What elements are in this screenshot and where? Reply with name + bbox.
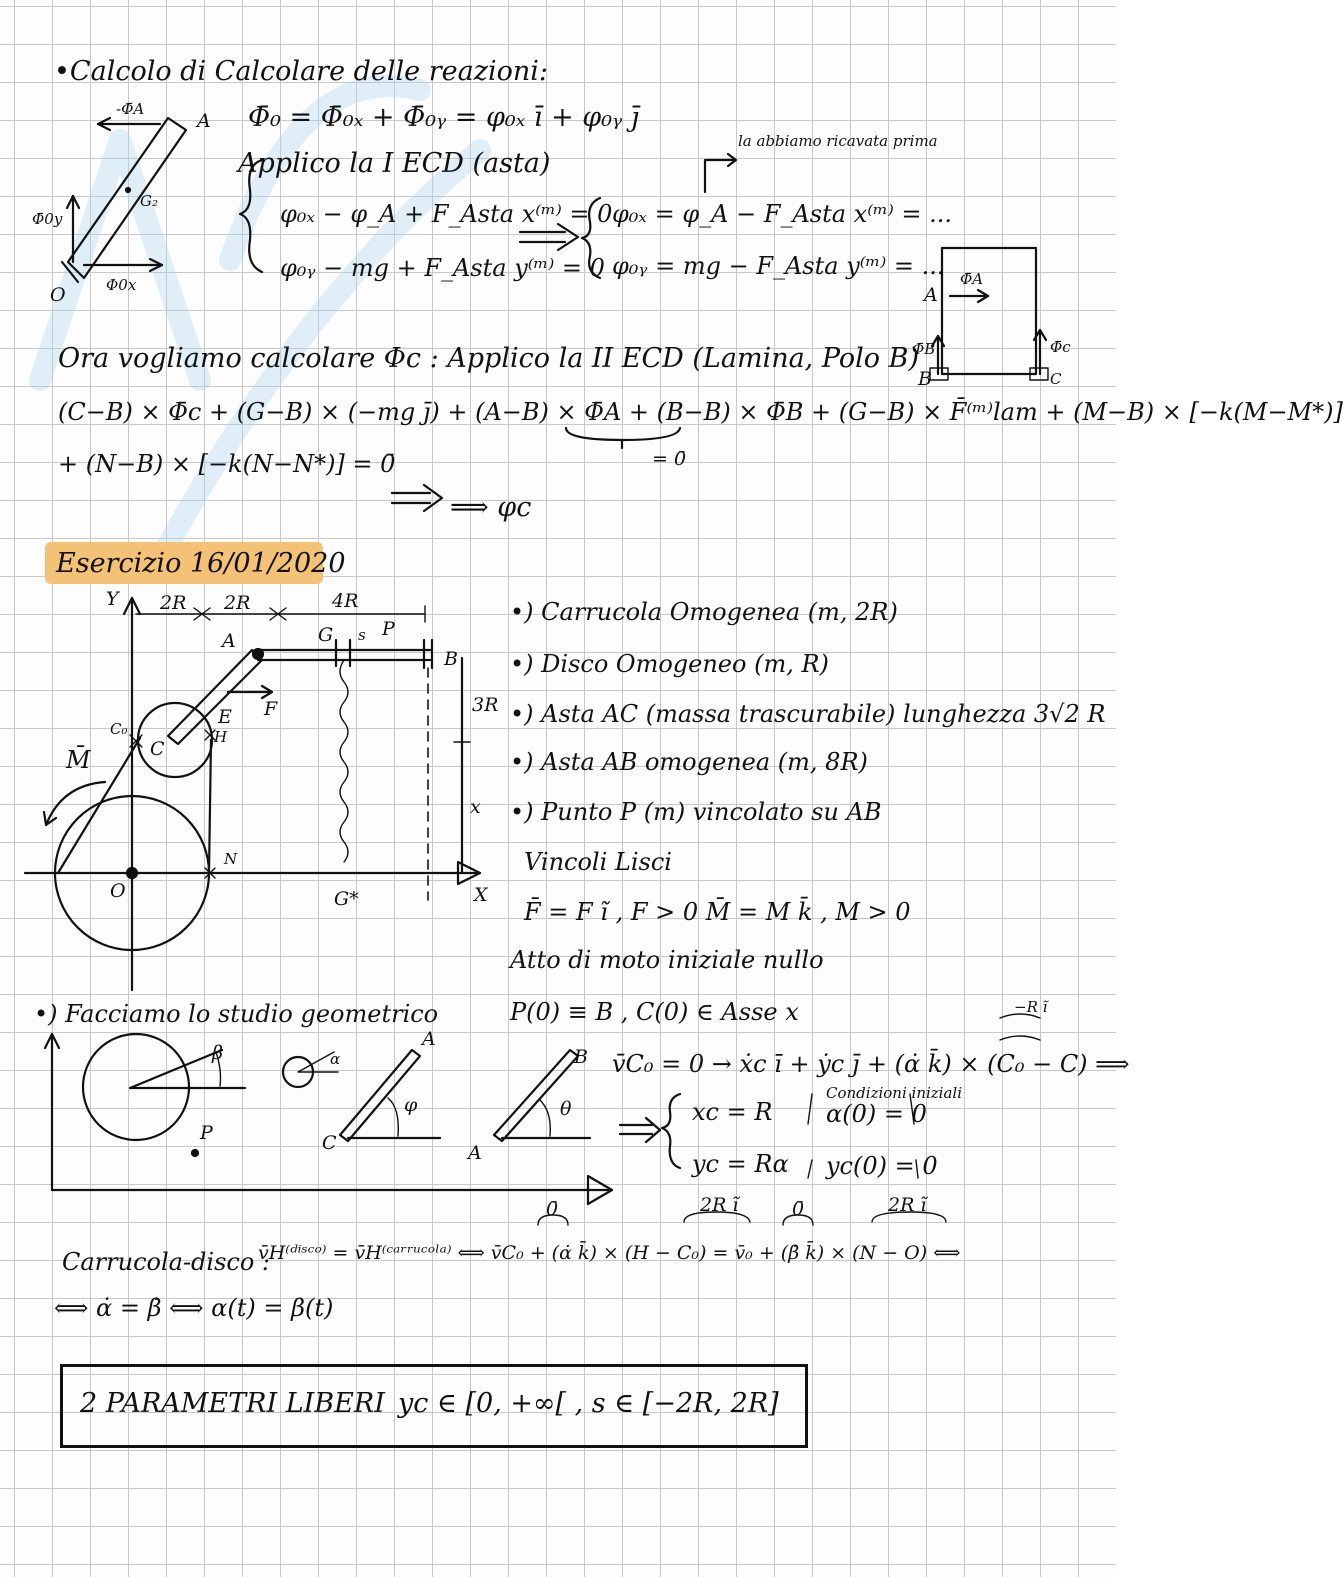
phi-c-result: ⟹ φc [450, 492, 532, 523]
rod-label-phiA: -Φ̄A [116, 100, 145, 118]
diagram-label-s: s [358, 626, 366, 644]
diagram-label-B: B [444, 648, 458, 670]
rolling-braces [538, 1212, 946, 1225]
dim-3R: 3R [472, 694, 499, 716]
constraint-xc: xc = R [692, 1098, 773, 1126]
dim-2R-2: 2R [224, 592, 251, 614]
diagram-label-A: A [222, 630, 236, 652]
lamina-label-C: C [1050, 370, 1062, 388]
rolling-result: ⟺ α̇ = β̇ ⟺ α(t) = β(t) [54, 1294, 334, 1322]
diagram-label-H: H [214, 728, 228, 746]
rod-label-O: O [50, 284, 66, 306]
rolling-equation: v̄H⁽ᵈⁱˢᶜᵒ⁾ = v̄H⁽ᶜᵃʳʳᵘᶜᵒˡᵃ⁾ ⟺ v̄C₀ + (α̇ k̄) × (H − C₀) = v̄₀ + (β̇ k̄) × (N − O) ⟺ [258, 1242, 961, 1264]
dim-x: x [470, 796, 481, 818]
diagram-label-M: M̄ [66, 746, 91, 774]
section-title: •Calcolo di Calcolare delle reazioni: [54, 56, 548, 87]
vec-note: −R ĩ [1014, 998, 1048, 1016]
diagram-label-Y: Y [106, 588, 119, 610]
diagram-label-Gstar: G* [334, 888, 359, 910]
desc-line-3: •) Asta AC (massa trascurabile) lunghezza 3√2 R [510, 700, 1106, 728]
diagram-label-O: O [110, 880, 126, 902]
overbrace-4: 2R ĩ [888, 1194, 927, 1216]
dim-4R: 4R [332, 590, 359, 612]
desc-line-2: •) Disco Omogeneo (m, R) [510, 650, 829, 678]
geo-label-phi: φ [404, 1094, 418, 1116]
result-y: φ₀ᵧ = mg − F_Asta y⁽ᵐ⁾ = ... [612, 252, 945, 280]
result-x: φ₀ₓ = φ_A − F_Asta x⁽ᵐ⁾ = ... [612, 200, 952, 228]
note-arrow [705, 154, 736, 192]
geo-label-alpha: α [330, 1050, 341, 1068]
constraint-yc: yc = Rα [692, 1150, 789, 1178]
part2-intro: Ora vogliamo calcolare Φc : Applico la II ECD (Lamina, Polo B) [58, 343, 920, 374]
exercise-date: Esercizio 16/01/2020 [56, 548, 346, 579]
rod-label-phi0y: Φ̄0y [32, 210, 63, 228]
equation-x: φ₀ₓ − φ_A + F_Asta x⁽ᵐ⁾ = 0 [280, 200, 613, 228]
desc-line-1: •) Carrucola Omogenea (m, 2R) [510, 598, 898, 626]
desc-line-6: Vincoli Lisci [524, 848, 672, 876]
initial-condition-alpha: α(0) = 0 [826, 1100, 927, 1128]
free-parameters-ranges: yc ∈ [0, +∞[ , s ∈ [−2R, 2R] [398, 1388, 779, 1419]
implies-arrow-2 [392, 485, 442, 511]
lamina-label-B: B [918, 368, 932, 390]
geo-label-C1: C [322, 1132, 337, 1154]
desc-line-7: F̄ = F ĩ , F > 0 M̄ = M k̄ , M > 0 [524, 898, 911, 926]
diagram-label-X: X [474, 884, 488, 906]
exercise-diagram [25, 598, 480, 990]
initial-conditions-title: Condizioni iniziali [826, 1084, 963, 1102]
lamina-label-phiC: Φ̄c [1050, 338, 1071, 356]
desc-line-5: •) Punto P (m) vincolato su AB [510, 798, 882, 826]
moment-equation-line1: (C−B) × Φ̄c + (G−B) × (−mg j̄) + (A−B) × Φ̄A + (B−B) × Φ̄B + (G−B) × F̄⁽ᵐ⁾lam + (M−B) × [−k(M−M*)] [58, 398, 1343, 426]
lamina-label-phiB: Φ̄B [912, 340, 936, 358]
diagram-label-F: F [264, 698, 278, 720]
apply-ecd-1: Applico la I ECD (asta) [238, 148, 551, 179]
overbrace-2: 2R ĩ [700, 1194, 739, 1216]
rod-label-A: A [197, 110, 211, 132]
geometry-title: •) Facciamo lo studio geometrico [34, 1000, 439, 1028]
underbrace-zero [566, 428, 680, 448]
phi-decomposition: Φ̄₀ = Φ̄₀ₓ + Φ̄₀ᵧ = φ₀ₓ ī + φ₀ᵧ j̄ [248, 102, 640, 133]
moment-equation-line2: + (N−B) × [−k(N−N*)] = 0̄ [58, 450, 396, 478]
geo-label-A2: A [468, 1142, 482, 1164]
rod-label-phi0x: Φ0x [106, 276, 137, 294]
diagram-label-C0: C₀ [110, 720, 128, 738]
diagram-label-E: E [218, 706, 232, 728]
initial-condition-yc: yc(0) = 0 [826, 1152, 938, 1180]
desc-line-4: •) Asta AB omogenea (m, 8R) [510, 748, 868, 776]
diagram-label-C: C [150, 738, 165, 760]
diagram-label-N: N [224, 850, 238, 868]
geo-label-theta: θ [560, 1098, 572, 1120]
geo-label-beta: β [212, 1042, 223, 1064]
lamina-label-A: A [924, 284, 938, 306]
zero-annotation: = 0̄ [652, 448, 687, 470]
geo-label-P: P [200, 1122, 213, 1144]
lamina-label-phiA: Φ̄A [960, 270, 984, 288]
dim-2R-1: 2R [160, 592, 187, 614]
geo-label-A1: A [422, 1028, 436, 1050]
desc-line-8: Atto di moto iniziale nullo [510, 946, 824, 974]
desc-line-9: P(0) ≡ B , C(0) ∈ Asse x [510, 998, 799, 1026]
diagram-label-P: P [382, 618, 395, 640]
free-parameters-label: 2 PARAMETRI LIBERI [80, 1388, 385, 1419]
overbrace-3: 0̄ [792, 1198, 805, 1220]
velocity-equation: v̄C₀ = 0 → ẋc ī + ẏc j̄ + (α̇ k̄) × (C₀ − C) ⟹ [612, 1050, 1130, 1078]
diagram-label-G: G [318, 624, 334, 646]
equation-y: φ₀ᵧ − mg + F_Asta y⁽ᵐ⁾ = 0 [280, 254, 605, 282]
rolling-label: Carrucola-disco : [62, 1248, 271, 1276]
overbrace-1: 0̄ [546, 1198, 559, 1220]
geo-label-B2: B [574, 1046, 588, 1068]
note-text: la abbiamo ricavata prima [738, 132, 938, 150]
rod-label-G2: G₂ [140, 192, 158, 210]
lamina-figure [930, 248, 1048, 380]
